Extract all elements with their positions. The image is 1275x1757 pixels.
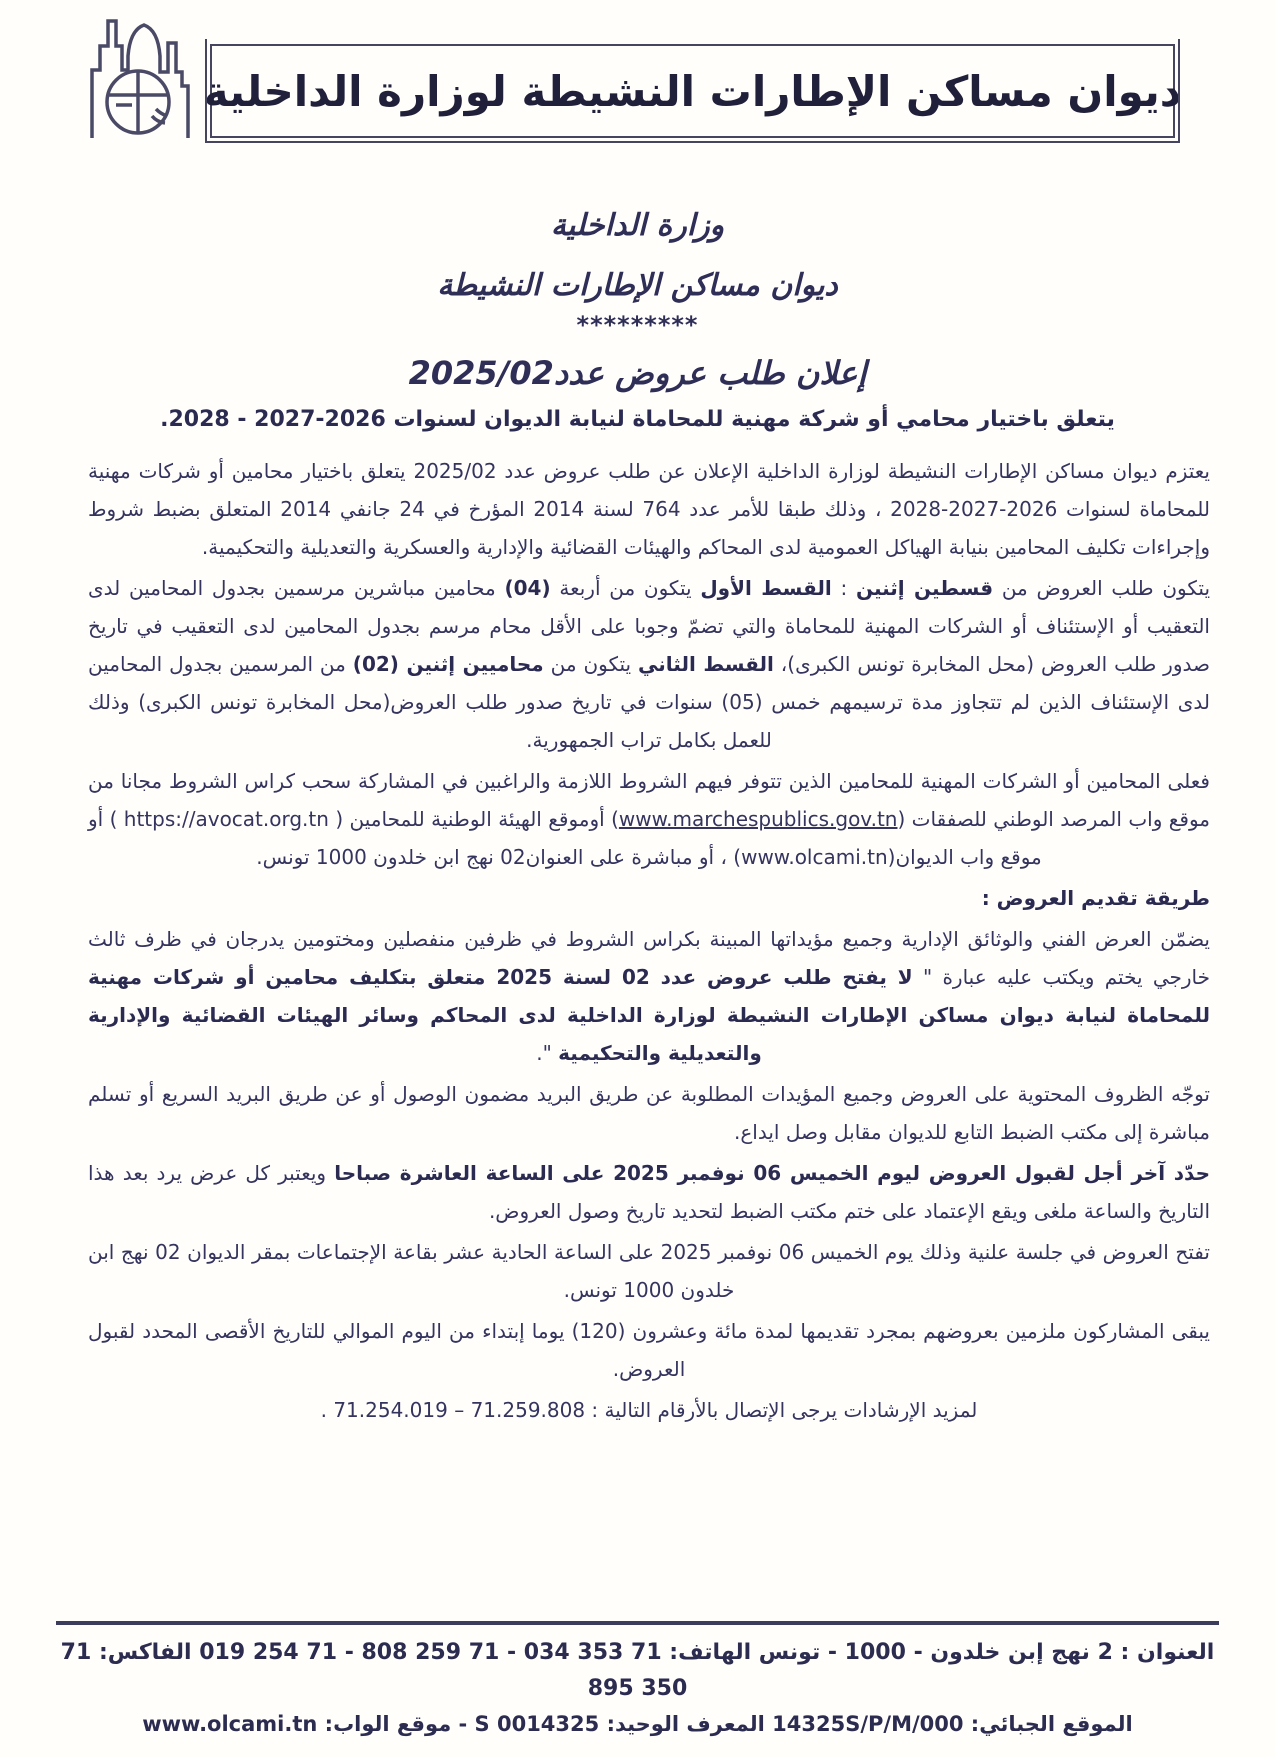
text-run: ) ، أو مباشرة على العنوان02 نهج ابن خلدون 1000 تونس.: [256, 845, 742, 869]
footer-divider: [56, 1621, 1219, 1625]
org-title-box: [203, 44, 1182, 138]
paragraph-cahier: [88, 762, 1210, 876]
text-run: ) أوموقع الهيئة الوطنية للمحامين (: [328, 807, 619, 831]
heading-submission-method: [88, 879, 1210, 917]
marchespublics-url: www.marchespublics.gov.tn: [618, 807, 898, 831]
avocat-url: https://avocat.org.tn: [123, 807, 329, 831]
body-paragraphs: [88, 452, 1210, 1429]
notice-subject: يتعلق باختيار محامي أو شركة مهنية للمحاماة لنيابة الديوان لسنوات 2026-2027 - 2028.: [160, 407, 1115, 432]
text-run: ويعتبر كل عرض يرد بعد هذا التاريخ والساعة ملغى ويقع الإعتماد على ختم مكتب الضبط لتحديد تاريخ وصول العروض.: [88, 1161, 1210, 1223]
letterhead: [0, 206, 1275, 436]
paragraph-intro: [88, 452, 1210, 566]
text-run: يتكون من: [543, 652, 639, 676]
stars-separator: *********: [576, 311, 699, 339]
building-emblem-icon: [76, 10, 196, 140]
document-footer: [56, 1621, 1219, 1741]
footer-tax-web: الموقع الجبائي: 14325S/P/M/000 المعرف الوحيد: 0014325 S - موقع الواب: www.olcami.tn: [142, 1712, 1133, 1736]
paragraph-sending: [88, 1075, 1210, 1151]
text-run: يضمّن العرض الفني والوثائق الإدارية وجميع مؤيداتها المبينة بكراس الشروط في ظرفين منفصلين ومختومين يدرجان في ظرف ثالث خارجي يختم ويكتب عليه عبارة ": [88, 927, 1210, 989]
text-run: فعلى المحامين أو الشركات المهنية للمحامين الذين تتوفر فيهم الشروط اللازمة والراغبين في المشاركة سحب كراس الشروط مجانا من موقع واب المرصد الوطني للصفقات (: [88, 769, 1211, 831]
footer-address-phone: العنوان : 2 نهج إبن خلدون - 1000 - تونس الهاتف: 71 353 034 - 71 259 808 - 71 254 019 الفاكس: 71 350 895: [60, 1640, 1215, 1701]
org-title: ديوان مساكن الإطارات النشيطة لوزارة الداخلية: [203, 66, 1182, 116]
text-run: يتكون طلب العروض من: [993, 576, 1211, 600]
olcami-url: www.olcami.tn: [741, 845, 888, 869]
text-run: تفتح العروض في جلسة علنية وذلك يوم الخميس 06 نوفمبر 2025 على الساعة الحادية عشر بقاعة الإجتماعات بمقر الديوان 02 نهج ابن خلدون 1000 تونس.: [88, 1240, 1210, 1302]
text-run: محامين مباشرين مرسمين بجدول المحامين لدى التعقيب أو الإستئناف أو الشركات المهنية للمحاماة والتي تضمّ وجوبا على الأقل محام مرسم بجدول المحامين لدى التعقيب في تاريخ صدور طلب العروض (محل المخابرة تونس الكبرى)،: [88, 576, 1210, 676]
paragraph-lots: [88, 569, 1210, 759]
text-run: قسطين إثنين: [855, 576, 994, 600]
text-run: ) أو موقع واب الديوان(: [88, 807, 1042, 869]
paragraph-deadline: [88, 1154, 1210, 1230]
text-run: :: [831, 576, 856, 600]
text-run: محاميين إثنين (02): [352, 652, 544, 676]
paragraph-opening: [88, 1233, 1210, 1309]
office-name: ديوان مساكن الإطارات النشيطة: [437, 268, 838, 303]
text-run: القسط الأول: [700, 576, 832, 600]
text-run: القسط الثاني: [638, 652, 774, 676]
paragraph-validity: [88, 1312, 1210, 1388]
text-run: ".: [536, 1041, 559, 1065]
text-run: حدّد آخر أجل لقبول العروض ليوم الخميس 06 نوفمبر 2025 على الساعة العاشرة صباحا: [334, 1161, 1210, 1185]
text-run: يعتزم ديوان مساكن الإطارات النشيطة لوزارة الداخلية الإعلان عن طلب عروض عدد 2025/02 يتعلق باختيار محامين أو شركات مهنية للمحاماة لسنوات 2026-2027-2028 ، وذلك طبقا للأمر عدد 764 لسنة 2014 المؤرخ في 24 جانفي 2014 المتعلق بضبط شروط وإجراءات تكليف المحامين بنيابة الهياكل العمومية لدى المحاكم والهيئات القضائية والإدارية والعسكرية والتعديلية والتحكيمية.: [88, 459, 1210, 559]
text-run: يبقى المشاركون ملزمين بعروضهم بمجرد تقديمها لمدة مائة وعشرون (120) يوما إبتداء من اليوم الموالي للتاريخ الأقصى المحدد لقبول العروض.: [88, 1319, 1210, 1381]
text-run: لا يفتح طلب عروض عدد 02 لسنة 2025 متعلق بتكليف محامين أو شركات مهنية للمحاماة لنيابة ديوان مساكن الإطارات النشيطة لوزارة الداخلية لدى المحاكم وسائر الهيئات القضائية والإدارية والتعديلية والتحكيمية: [88, 965, 1210, 1065]
text-run: لمزيد الإرشادات يرجى الإتصال بالأرقام التالية : 71.259.808 – 71.254.019 .: [320, 1398, 978, 1422]
text-run: يتكون من أربعة: [550, 576, 701, 600]
notice-title: إعلان طلب عروض عدد2025/02: [408, 354, 867, 392]
document-header: [60, 10, 1215, 142]
text-run: توجّه الظروف المحتوية على العروض وجميع المؤيدات المطلوبة عن طريق البريد مضمون الوصول أو عن طريق البريد السريع أو تسلم مباشرة إلى مكتب الضبط التابع للديوان مقابل وصل ايداع.: [88, 1082, 1210, 1144]
paragraph-envelopes: [88, 920, 1210, 1072]
text-run: (04): [504, 576, 551, 600]
text-run: من المرسمين بجدول المحامين لدى الإستئناف الذين لم تتجاوز مدة ترسيمهم خمس (05) سنوات في تاريخ صدور طلب العروض(محل المخابرة تونس الكبرى) وذلك للعمل بكامل تراب الجمهورية.: [88, 652, 1210, 752]
text-run: طريقة تقديم العروض :: [981, 886, 1210, 910]
ministry-name: وزارة الداخلية: [550, 208, 725, 243]
paragraph-contact: [88, 1391, 1210, 1429]
